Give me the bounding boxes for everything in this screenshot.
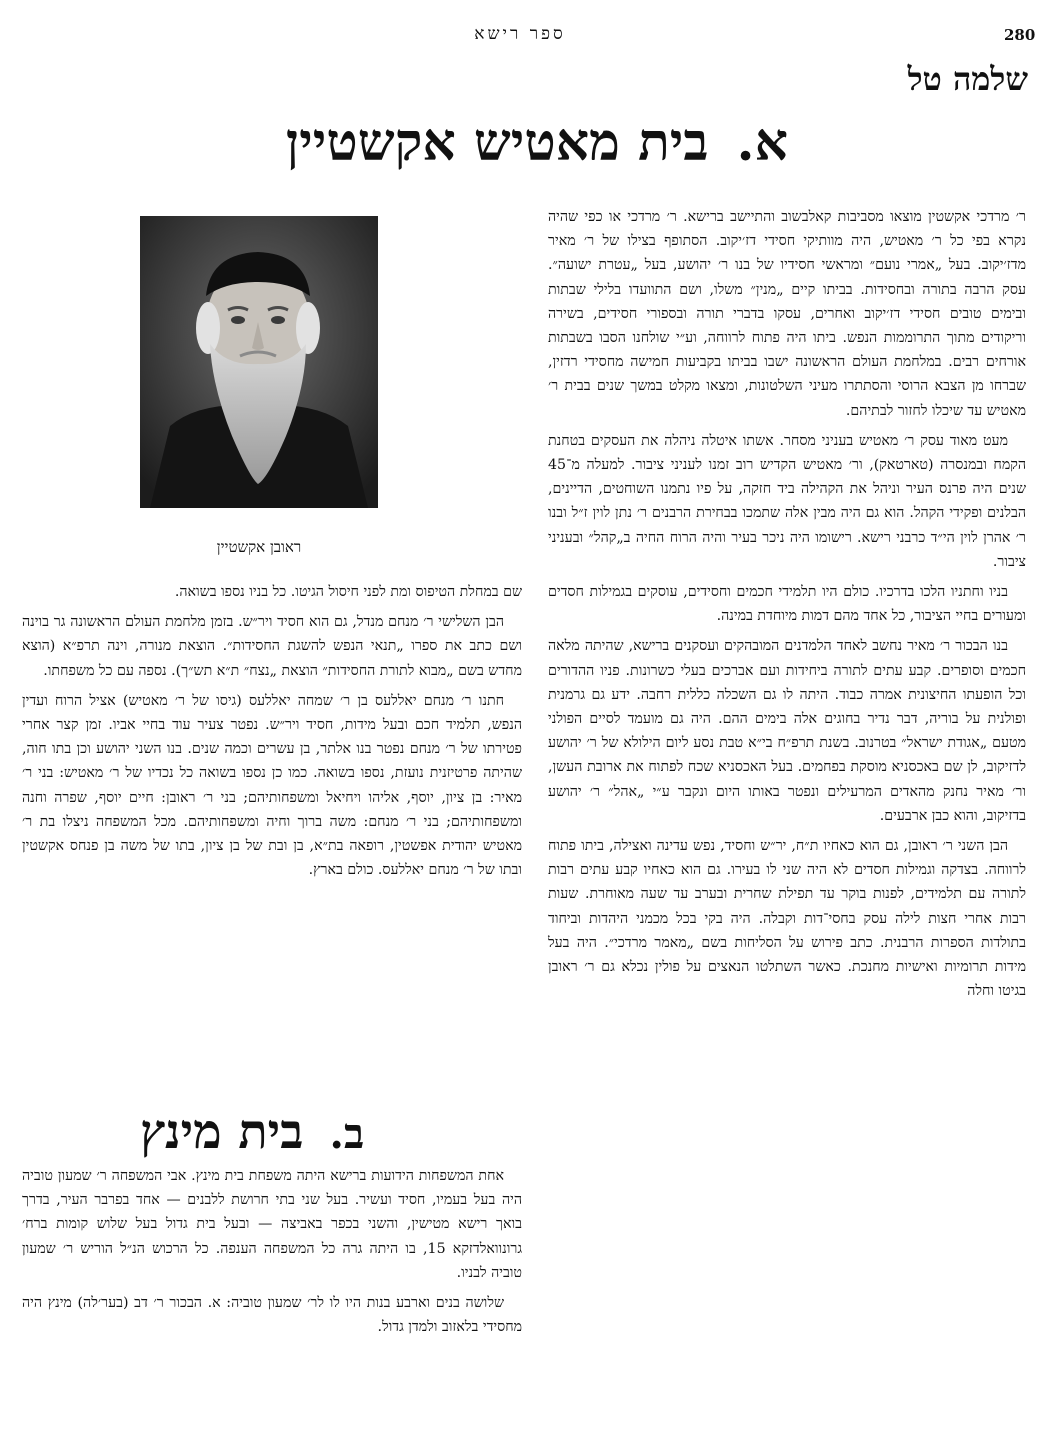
section-title-text: בית מינץ (140, 1104, 304, 1160)
photo-caption: ראובן אקשטיין (216, 538, 302, 556)
section-b-text (22, 1164, 522, 1345)
right-column (548, 205, 1026, 1010)
paragraph: מעט מאוד עסק ר׳ מאטיש בעניני מסחר. אשתו איטלה ניהלה את העסקים בטחנת הקמח ובמנסרה (טארטאק), ור׳ מאטיש הקדיש רוב זמנו לעניני ציבור. למעלה מ־45 שנים היה פרנס העיר וניהל את הקהילה ביד חזקה, על פיו נתמנו השוחטים, הדיינים, הבלנים ופקידי הקהל. הוא גם היה מבין אלה שתמכו בבחירת הרבנים ר׳ נתן לוין ז״ל ובנו ר׳ אהרן לוין הי״ד כרבני רישא. רישומו היה ניכר בעיר והיה הרוח החיה ב„קהל״ ובעניני ציבור. (548, 432, 1026, 570)
article-author: שלמה טל (907, 60, 1028, 98)
running-head: ספר רישא (474, 24, 566, 44)
section-letter: ב. (329, 1109, 365, 1158)
paragraph: שלושה בנים וארבע בנות היו לו לר׳ שמעון טוביה: א. הבכור ר׳ דב (בער׳לה) מינץ היה מחסידי בלאזוב ולמדן גדול. (22, 1295, 522, 1336)
left-column (22, 580, 522, 888)
paragraph: ר׳ מרדכי אקשטין מוצאו מסביבות קאלבשוב והתיישב ברישא. ר׳ מרדכי או כפי שהיה נקרא בפי כל ר׳ מאטיש, היה מוותיקי חסידי דז׳יקוב. הסתופף בצילו של ר׳ מאיר מדז׳יקוב. בעל „אמרי נועם״ ומראשי חסידיו של בנו ר׳ יהושע, בעל „עטרת ישועה״. עסק הרבה בתורה ובחסידות. בביתו קיים „מנין״ משלו, ושם התוועדו בלילי שבתות ובימים טובים חסידי דז׳יקוב ואחרים, עסקו בדברי תורה ובספורי חסידים, בשירה וריקודים מתוך התרוממות הנפש. ביתו היה פתוח לרווחה, וע״י שולחנו הסבו בשבתות אורחים רבים. במלחמת העולם הראשונה ישבו בביתו בקביעות חמישה מחסידי רדזין, שברחו מן הצבא הרוסי והסתתרו מעיני השלטונות, ומצאו מקלט במשך שנים בבית ר׳ מאטיש עד שיכלו לחזור לבתיהם. (548, 209, 1026, 419)
section-letter: א. (736, 112, 788, 173)
paragraph: אחת המשפחות הידועות ברישא היתה משפחת בית מינץ. אבי המשפחה ר׳ שמעון טוביה היה בעל בעמיו, חסיד ועשיר. בעל שני בתי חרושת ללבנים — אחד בפרבר העיר, בדרך בואך רישא מטישין, והשני בכפר באביצה — ובעל בית גדול בעל שלוש קומות ברח׳ גרונוואלדזקא 15, בו היתה גרה כל המשפחה הענפה. כל הרכוש הנ״ל הוריש ר׳ שמעון טוביה לבניו. (22, 1168, 522, 1281)
paragraph: שם במחלת הטיפוס ומת לפני חיסול הגיטו. כל בניו נספו בשואה. (174, 584, 522, 600)
paragraph: חתנו ר׳ מנחם יאללעס בן ר׳ שמחה יאללעס (גיסו של ר׳ מאטיש) אציל הרוח ועדין הנפש, תלמיד חכם ובעל מידות, חסיד ויר״ש. נפטר צעיר עוד בחיי אביו. זמן קצר אחרי פטירתו של ר׳ מנחם נפטר בנו אלתר, בן עשרים וכמה שנים. בנו השני יהושע וכן בתו חוה, שהיתה פרטיזנית נועזת, נספו בשואה. כמו כן נספו בשואה כל נכדיו של ר׳ מאטיש: בני ר׳ מאיר: בן ציון, יוסף, אליהו ויחיאל ומשפחותיהם; בני ר׳ ראובן: חיים יוסף, שפרה וחנה ומשפחותיהם; בני ר׳ מנחם: משה ברוך וחיה ומשפחותיהם. מכל המשפחה ניצלו בת ר׳ מאטיש יהודית אפשטין, רופאה בת״א, בן ובת של בן ציון, בתו של משה בן פנחס אקשטין ובתו של ר׳ מנחם יאללעס. כולם בארץ. (22, 692, 522, 879)
paragraph: בנו הבכור ר׳ מאיר נחשב לאחד הלמדנים המובהקים ועסקנים ברישא, שהיתה מלאה חכמים וסופרים. קבע עתים לתורה ביחידות ועם אברכים בעלי כשרונות. פניו ההדורים וכל הופעתו החיצונית אמרה כבוד. היתה לו גם השכלה כללית רחבה. ידע גם גרמנית ופולנית על בוריה, דבר נדיר בחוגים אלה בימים ההם. היה גם מועמד לסיים הפולני מטעם „אגודת ישראל״ בטרנוב. בשנת תרפ״ח בי״א טבת נסע ליום הילולא של ר׳ יהושע לדזיקוב, לן שם באכסניא מוסקת בפחמים. בעל האכסניא שכח לפתוח את ארובת העשן, ור׳ מאיר נחנק מהאדים המרעילים ונפטר באותו היום ונקבר ע״י „אהל״ ר׳ יהושע בדזיקוב, והוא כבן ארבעים. (548, 638, 1026, 824)
portrait-image (140, 216, 378, 508)
article-title (286, 112, 788, 173)
section-title-text: בית מאטיש אקשטיין (285, 112, 709, 173)
section-b-title (140, 1104, 364, 1160)
paragraph: הבן השני ר׳ ראובן, גם הוא כאחיו ת״ח, יר״ש וחסיד, נפש עדינה ואצילה, ביתו פתוח לרווחה. בצדקה וגמילות חסדים לא היה שני לו בעירו. גם הוא כאחיו קבע עתים רבות לתורה עם תלמידים, לפנות בוקר עד תפילת שחרית ובערב עד שעה מאוחרת. שעות רבות אחרי חצות לילה עסק בחסי־דות וקבלה. היה בקי בכל מכמני היהדות וביחוד בתולדות הספרות הרבנית. כתב פירוש על הסליחות בשם „מאמר מרדכי״. היה בעל מידות תרומיות ואישיות מחנכת. כאשר השתלטו הנאצים על פולין נכלא גם ר׳ ראובן בגיטו וחלה (548, 838, 1026, 1000)
page-number: 280 (1004, 26, 1036, 44)
paragraph: הבן השלישי ר׳ מנחם מנדל, גם הוא חסיד ויר״ש. בזמן מלחמת העולם הראשונה גר בוינה ושם כתב את ספרו „תנאי הנפש להשגת החסידות״. הוצאת מנורה, וינה תרפ״א (הוצא מחדש בשם „מבוא לתורת החסידות״ הוצאת „נצח״ ת״א תש״ך). נספה עם כל משפחתו. (22, 614, 522, 679)
paragraph: בניו וחתניו הלכו בדרכיו. כולם היו תלמידי חכמים וחסידים, עוסקים בגמילות חסדים ומעורים בחיי הציבור, כל אחד מהם דמות מיוחדת במינה. (548, 584, 1026, 625)
portrait-photo (140, 216, 378, 508)
